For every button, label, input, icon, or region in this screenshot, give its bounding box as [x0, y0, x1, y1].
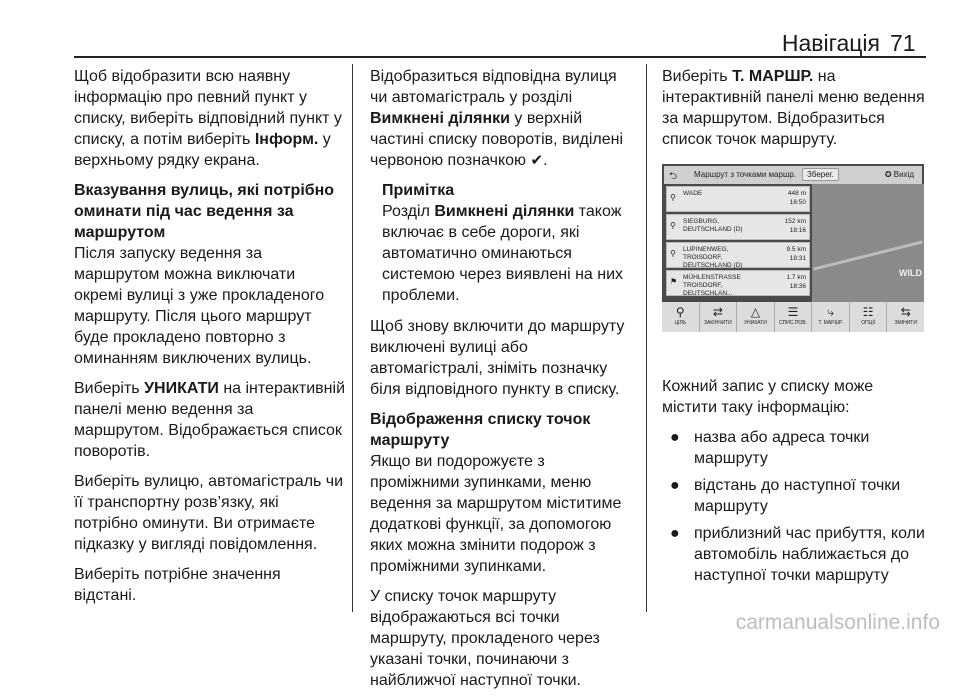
map-view[interactable]	[812, 184, 924, 302]
destination-flag-icon: ⚑	[670, 277, 678, 286]
toolbar-finish[interactable]: ⇄ ЗАКІНЧИТИ	[700, 302, 738, 332]
waypoint-list	[666, 186, 810, 298]
waypoint-name: LUPINENWEG, TROISDORF, DEUTSCHLAND (D)	[683, 246, 743, 269]
exit-button[interactable]: ✪ Вихід	[884, 170, 914, 179]
select-street-paragraph: Виберіть вулицю, автомагістраль чи її транспортну розв’язку, які потрібно оминути. Ви отримаєте підказку у вигляді повідомлення.	[74, 473, 344, 553]
waypoint-time: 18:31	[789, 255, 806, 262]
waypoint-distance: 152 km	[784, 218, 806, 225]
waypoint-time: 18:36	[789, 283, 806, 290]
waypoint-row[interactable]	[666, 186, 810, 212]
location-pin-icon: ⚲	[670, 221, 676, 230]
select-distance-paragraph: Виберіть потрібне значення відстані.	[74, 566, 281, 604]
toolbar-turn-list[interactable]: ☰ СПИС.ПОВ.	[775, 302, 813, 332]
note-title: Примітка	[382, 182, 455, 199]
info-bullet-list	[662, 427, 928, 586]
save-button[interactable]: Зберег.	[802, 168, 839, 181]
navigation-screenshot	[662, 164, 924, 332]
avoid-step-paragraph: Виберіть УНИКАТИ на інтерактивній панелі меню ведення за маршрутом. Відображається список поворотів.	[74, 380, 346, 460]
screen-title: Маршрут з точками маршр.	[694, 170, 797, 179]
location-pin-icon: ⚲	[670, 249, 676, 258]
waypoint-icon: ⤷	[827, 305, 834, 319]
column-1	[74, 66, 346, 615]
entry-info-paragraph: Кожний запис у списку може містити таку інформацію:	[662, 378, 874, 416]
waypoint-name: WADE	[683, 190, 703, 197]
location-pin-icon: ⚲	[670, 193, 676, 202]
list-item: ● відстань до наступної точки маршруту	[670, 477, 901, 515]
avoid-intro-paragraph: Після запуску ведення за маршрутом можна виключати окремі вулиці з уже прокладеного маршруту. Після цього маршрут буде прокладено повторно з оминанням виключених вулиць.	[74, 245, 325, 367]
waypoint-time: 16:50	[789, 199, 806, 206]
map-label: WILD	[899, 268, 922, 278]
waypoint-row[interactable]	[666, 242, 810, 268]
excluded-paragraph: Відобразиться відповідна вулиця чи автомагістраль у розділі Вимкнені ділянки у верхній частині списку поворотів, виділені червоною позначкою ✔.	[370, 68, 624, 169]
waypoint-intro-paragraph: Якщо ви подорожуєте з проміжними зупинками, меню ведення за маршрутом міститиме додаткові функції, за допомогою яких можна змінити подорож з проміжними зупинками.	[370, 453, 622, 575]
watermark: carmanualsonline.info	[735, 611, 940, 634]
waypoint-time: 18:16	[789, 227, 806, 234]
toolbar-options[interactable]: ☷ ОПЦІЇ	[850, 302, 888, 332]
toolbar-change[interactable]: ⇆ ЗМІНИТИ	[887, 302, 924, 332]
toolbar-avoid[interactable]: △ УНИКАТИ	[737, 302, 775, 332]
back-icon[interactable]: ⮌	[669, 171, 678, 182]
route-end-icon: ⇄	[712, 305, 723, 319]
page-number: 71	[890, 30, 916, 56]
bullet-icon: ●	[670, 429, 680, 446]
bullet-icon: ●	[670, 477, 680, 494]
column-3	[662, 66, 928, 159]
waypoint-distance: 448 m	[787, 190, 806, 197]
swap-icon: ⇆	[900, 305, 911, 319]
waypoint-row[interactable]	[666, 270, 810, 296]
waypoint-list-paragraph: У списку точок маршруту відображаються всі точки маршруту, прокладеного через указані точки, починаючи з найближчої наступної точки.	[370, 588, 600, 689]
waypoint-list-heading: Відображення списку точок маршруту	[370, 411, 591, 449]
info-paragraph: Щоб відобразити всю наявну інформацію про певний пункт у списку, виберіть відповідний пункт у списку, а потім виберіть Інформ. у верхньому рядку екрана.	[74, 68, 342, 169]
screen-toolbar	[662, 302, 924, 332]
page-header-title: Навігація	[781, 30, 880, 56]
reinclude-paragraph: Щоб знову включити до маршруту виключені вулиці або автомагістралі, зніміть позначку біля відповідного пункту в списку.	[370, 318, 625, 398]
waypoint-distance: 9.5 km	[786, 246, 806, 253]
list-item: ● назва або адреса точки маршруту	[670, 429, 870, 467]
note-text: Розділ Вимкнені ділянки також включає в себе дороги, які автоматично оминаються системою через виявлені на них проблеми.	[382, 203, 624, 304]
warning-icon: △	[750, 305, 761, 319]
avoid-streets-heading: Вказування вулиць, які потрібно оминати під час ведення за маршрутом	[74, 182, 335, 241]
search-icon: ⚲	[675, 305, 685, 319]
toolbar-waypoints[interactable]: ⤷ Т. МАРШР.	[812, 302, 850, 332]
waypoint-distance: 1.7 km	[786, 274, 806, 281]
column-divider-2	[646, 64, 647, 612]
header-rule	[74, 56, 926, 58]
screen-title-bar	[664, 166, 922, 184]
check-icon: ✔	[530, 152, 544, 169]
note-block	[382, 180, 634, 306]
column-3-lower	[662, 376, 928, 592]
waypoint-row[interactable]	[666, 214, 810, 240]
options-icon: ☷	[862, 305, 874, 319]
bullet-icon: ●	[670, 525, 680, 542]
map-road	[813, 240, 922, 270]
toolbar-destination[interactable]: ⚲ ЦІЛЬ	[662, 302, 700, 332]
select-waypoints-paragraph: Виберіть Т. МАРШР. на інтерактивній панелі меню ведення за маршрутом. Відобразиться список точок маршруту.	[662, 68, 925, 148]
list-icon: ☰	[787, 305, 799, 319]
list-item: ● приблизний час прибуття, коли автомобіль наближається до наступної точки маршруту	[670, 525, 925, 584]
column-2	[370, 66, 634, 700]
waypoint-name: MÜHLENSTRASSE TROISDORF, DEUTSCHLAN...	[683, 274, 741, 297]
waypoint-name: SIEGBURG, DEUTSCHLAND (D)	[683, 218, 743, 233]
column-divider-1	[352, 64, 353, 612]
